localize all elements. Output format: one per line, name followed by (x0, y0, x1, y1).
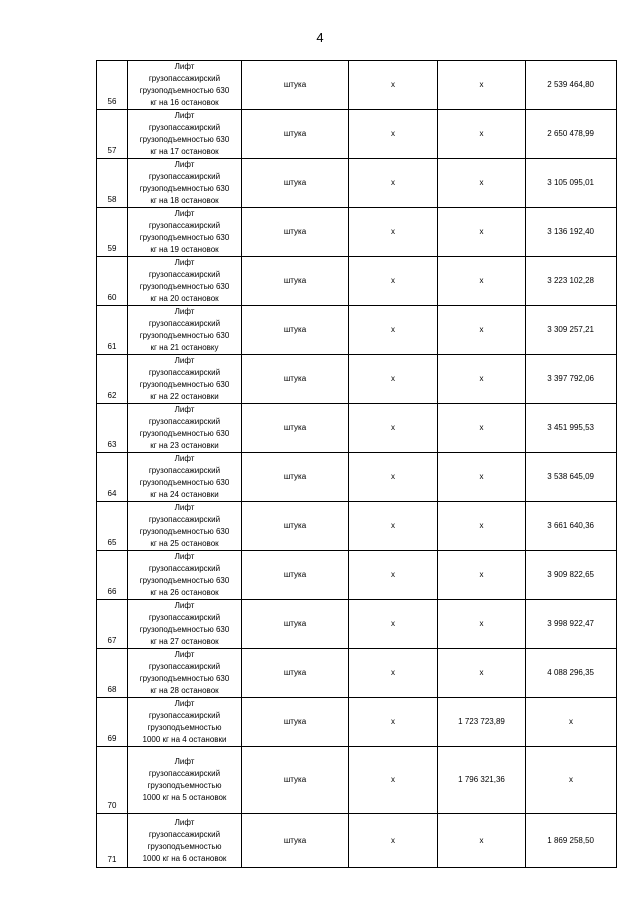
unit-cell: штука (242, 257, 349, 306)
item-name-line: грузоподъемностью (147, 781, 222, 790)
item-name-line: кг на 20 остановок (150, 294, 219, 303)
price-cell: 3 223 102,28 (526, 257, 617, 306)
item-name-line: грузопассажирский (148, 172, 221, 181)
item-name-line: 1000 кг на 6 остановок (142, 853, 227, 863)
item-name-line: Лифт (174, 307, 195, 316)
price-cell: 3 909 822,65 (526, 551, 617, 600)
column-3-cell: x (349, 600, 438, 649)
item-name-cell (128, 814, 242, 868)
item-name-cell (128, 257, 242, 306)
price-cell: x (526, 698, 617, 747)
item-name-line: грузоподъемностью 630 (139, 233, 230, 242)
item-name-line: грузоподъемностью 630 (139, 478, 230, 487)
price-cell: 3 136 192,40 (526, 208, 617, 257)
item-name-line: Лифт (174, 258, 195, 267)
row-number-cell: 68 (97, 649, 128, 698)
item-name-line: грузоподъемностью 630 (139, 135, 230, 144)
item-name-line: грузопассажирский (148, 74, 221, 83)
item-name-line: грузопассажирский (148, 515, 221, 524)
unit-cell: штука (242, 502, 349, 551)
item-name-cell (128, 551, 242, 600)
column-4-cell: x (438, 649, 526, 698)
item-name-line: кг на 26 остановок (150, 588, 219, 597)
column-3-cell: x (349, 110, 438, 159)
item-name-cell (128, 649, 242, 698)
row-number-cell: 62 (97, 355, 128, 404)
table-row (97, 355, 617, 404)
item-name-cell (128, 355, 242, 404)
row-number-cell: 60 (97, 257, 128, 306)
item-name-line: Лифт (174, 160, 195, 169)
item-name-line: грузоподъемностью 630 (139, 625, 230, 634)
table-row (97, 208, 617, 257)
unit-cell: штука (242, 61, 349, 110)
page-number: 4 (316, 30, 324, 45)
item-name-cell (128, 600, 242, 649)
item-name-line: Лифт (174, 817, 195, 827)
item-name-cell (128, 502, 242, 551)
price-cell: 2 650 478,99 (526, 110, 617, 159)
column-4-cell: x (438, 600, 526, 649)
item-name-cell (128, 110, 242, 159)
item-name-cell (128, 698, 242, 747)
column-3-cell: x (349, 61, 438, 110)
item-name-line: грузоподъемностью 630 (139, 86, 230, 95)
column-3-cell: x (349, 814, 438, 868)
item-name-cell (128, 61, 242, 110)
row-number-cell: 65 (97, 502, 128, 551)
item-name-line: Лифт (174, 503, 195, 512)
price-cell: 3 998 922,47 (526, 600, 617, 649)
row-number-cell: 61 (97, 306, 128, 355)
row-number-cell: 57 (97, 110, 128, 159)
column-3-cell: x (349, 453, 438, 502)
price-cell: 4 088 296,35 (526, 649, 617, 698)
unit-cell: штука (242, 747, 349, 814)
table-row (97, 453, 617, 502)
column-4-cell: 1 796 321,36 (438, 747, 526, 814)
row-number-cell: 70 (97, 747, 128, 814)
item-name-line: Лифт (174, 209, 195, 218)
column-4-cell: x (438, 306, 526, 355)
item-name-line: Лифт (174, 356, 195, 365)
column-4-cell: x (438, 355, 526, 404)
unit-cell: штука (242, 551, 349, 600)
item-name-line: кг на 24 остановки (150, 490, 219, 499)
unit-cell: штука (242, 453, 349, 502)
item-name-line: кг на 23 остановки (150, 441, 219, 450)
item-name-cell (128, 453, 242, 502)
column-3-cell: x (349, 159, 438, 208)
item-name-line: кг на 27 остановок (150, 637, 219, 646)
item-name-line: Лифт (174, 650, 195, 659)
unit-cell: штука (242, 814, 349, 868)
item-name-line: грузопассажирский (148, 769, 221, 778)
column-3-cell: x (349, 698, 438, 747)
column-3-cell: x (349, 502, 438, 551)
unit-cell: штука (242, 698, 349, 747)
item-name-line: грузоподъемностью 630 (139, 282, 230, 291)
item-name-cell (128, 159, 242, 208)
item-name-line: грузопассажирский (148, 221, 221, 230)
row-number-cell: 58 (97, 159, 128, 208)
item-name-line: кг на 18 остановок (150, 196, 219, 205)
item-name-line: грузоподъемностью 630 (139, 527, 230, 536)
table-row (97, 257, 617, 306)
column-4-cell: x (438, 814, 526, 868)
row-number-cell: 64 (97, 453, 128, 502)
table-row (97, 747, 617, 814)
price-cell: x (526, 747, 617, 814)
column-4-cell: x (438, 404, 526, 453)
item-name-line: грузопассажирский (148, 613, 221, 622)
price-cell: 1 869 258,50 (526, 814, 617, 868)
item-name-line: 1000 кг на 4 остановки (142, 735, 227, 744)
column-3-cell: x (349, 208, 438, 257)
unit-cell: штука (242, 649, 349, 698)
item-name-line: Лифт (174, 552, 195, 561)
price-cell: 3 538 645,09 (526, 453, 617, 502)
item-name-cell (128, 404, 242, 453)
item-name-line: грузоподъемностью 630 (139, 331, 230, 340)
row-number-cell: 66 (97, 551, 128, 600)
column-4-cell: x (438, 502, 526, 551)
table-row (97, 814, 617, 868)
table-row (97, 306, 617, 355)
column-3-cell: x (349, 551, 438, 600)
item-name-cell (128, 747, 242, 814)
item-name-cell (128, 306, 242, 355)
item-name-line: грузоподъемностью 630 (139, 429, 230, 438)
item-name-line: грузоподъемностью (147, 841, 222, 851)
table-row (97, 600, 617, 649)
unit-cell: штука (242, 600, 349, 649)
item-name-line: грузопассажирский (148, 270, 221, 279)
item-name-line: грузопассажирский (148, 711, 221, 720)
column-4-cell: x (438, 159, 526, 208)
unit-cell: штука (242, 159, 349, 208)
column-3-cell: x (349, 355, 438, 404)
item-name-line: грузопассажирский (148, 319, 221, 328)
item-name-line: кг на 19 остановок (150, 245, 219, 254)
item-name-line: кг на 16 остановок (150, 98, 219, 107)
column-4-cell: x (438, 257, 526, 306)
column-4-cell: x (438, 551, 526, 600)
item-name-line: Лифт (174, 111, 195, 120)
item-name-line: грузопассажирский (148, 564, 221, 573)
price-table (96, 60, 617, 868)
item-name-line: грузопассажирский (148, 123, 221, 132)
unit-cell: штука (242, 404, 349, 453)
row-number-cell: 67 (97, 600, 128, 649)
column-4-cell: 1 723 723,89 (438, 698, 526, 747)
table-row (97, 404, 617, 453)
item-name-line: грузопассажирский (148, 417, 221, 426)
row-number-cell: 71 (97, 814, 128, 868)
table-row (97, 551, 617, 600)
column-4-cell: x (438, 453, 526, 502)
table-row (97, 110, 617, 159)
unit-cell: штука (242, 110, 349, 159)
item-name-line: Лифт (174, 757, 195, 766)
column-3-cell: x (349, 747, 438, 814)
item-name-line: кг на 17 остановок (150, 147, 219, 156)
item-name-line: кг на 28 остановок (150, 686, 219, 695)
price-cell: 3 397 792,06 (526, 355, 617, 404)
item-name-line: Лифт (174, 405, 195, 414)
row-number-cell: 69 (97, 698, 128, 747)
item-name-line: кг на 22 остановки (150, 392, 219, 401)
item-name-line: Лифт (174, 454, 195, 463)
item-name-line: Лифт (174, 601, 195, 610)
column-3-cell: x (349, 404, 438, 453)
item-name-line: Лифт (174, 699, 195, 708)
item-name-cell (128, 208, 242, 257)
column-3-cell: x (349, 649, 438, 698)
item-name-line: грузоподъемностью 630 (139, 380, 230, 389)
table-row (97, 159, 617, 208)
table-row (97, 649, 617, 698)
price-cell: 2 539 464,80 (526, 61, 617, 110)
column-4-cell: x (438, 61, 526, 110)
row-number-cell: 63 (97, 404, 128, 453)
price-cell: 3 309 257,21 (526, 306, 617, 355)
item-name-line: грузоподъемностью (147, 723, 222, 732)
item-name-line: 1000 кг на 5 остановок (142, 793, 227, 802)
item-name-line: грузоподъемностью 630 (139, 184, 230, 193)
column-3-cell: x (349, 257, 438, 306)
column-3-cell: x (349, 306, 438, 355)
price-cell: 3 105 095,01 (526, 159, 617, 208)
item-name-line: грузопассажирский (148, 662, 221, 671)
item-name-line: грузоподъемностью 630 (139, 674, 230, 683)
item-name-line: Лифт (174, 62, 195, 71)
table-row (97, 502, 617, 551)
item-name-line: кг на 25 остановок (150, 539, 219, 548)
price-cell: 3 451 995,53 (526, 404, 617, 453)
row-number-cell: 56 (97, 61, 128, 110)
column-4-cell: x (438, 208, 526, 257)
column-4-cell: x (438, 110, 526, 159)
unit-cell: штука (242, 355, 349, 404)
table-row (97, 698, 617, 747)
unit-cell: штука (242, 208, 349, 257)
item-name-line: грузоподъемностью 630 (139, 576, 230, 585)
unit-cell: штука (242, 306, 349, 355)
price-cell: 3 661 640,36 (526, 502, 617, 551)
item-name-line: грузопассажирский (148, 466, 221, 475)
row-number-cell: 59 (97, 208, 128, 257)
item-name-line: грузопассажирский (148, 829, 221, 839)
item-name-line: грузопассажирский (148, 368, 221, 377)
table-row (97, 61, 617, 110)
item-name-line: кг на 21 остановку (150, 343, 219, 352)
